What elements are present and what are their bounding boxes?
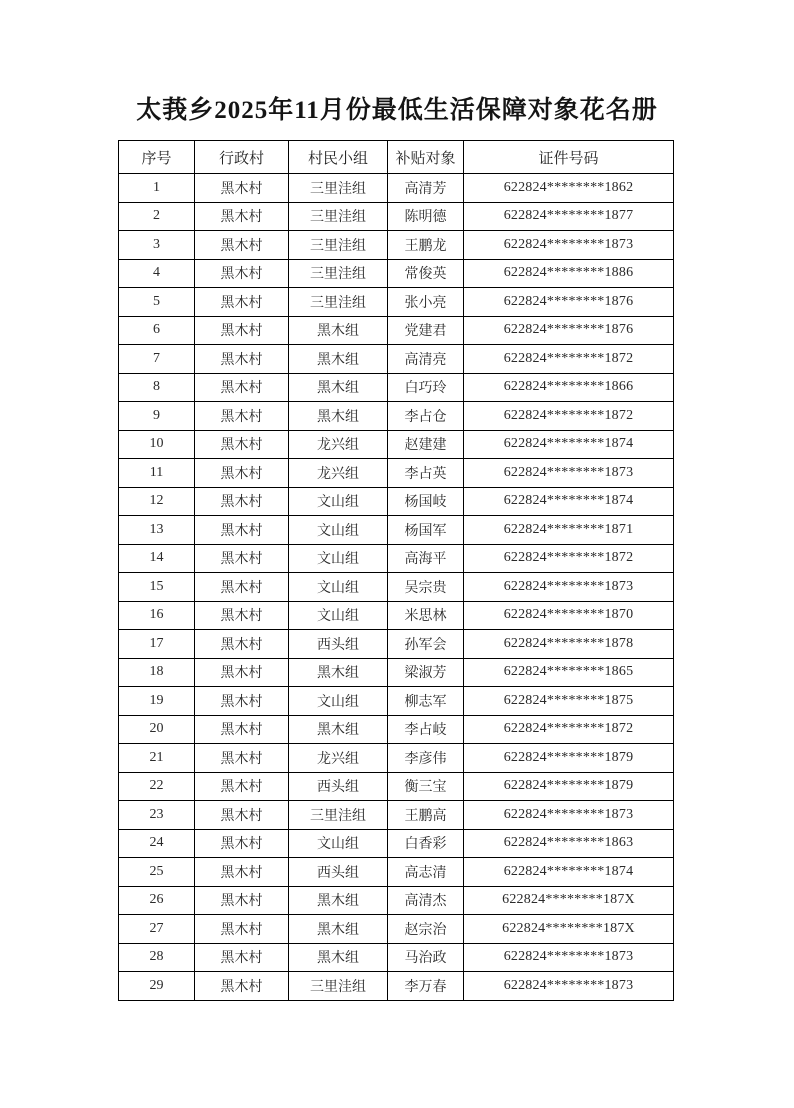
cell-recipient: 高清杰 — [388, 886, 464, 915]
table-row — [119, 658, 674, 687]
cell-village: 黑木村 — [195, 259, 289, 288]
cell-recipient: 张小亮 — [388, 288, 464, 317]
cell-village: 黑木村 — [195, 658, 289, 687]
cell-group: 西头组 — [289, 630, 388, 659]
cell-index: 10 — [119, 430, 195, 459]
table-row — [119, 288, 674, 317]
cell-village: 黑木村 — [195, 573, 289, 602]
cell-recipient: 白香彩 — [388, 829, 464, 858]
cell-id-number: 622824********1873 — [464, 943, 674, 972]
cell-recipient: 马治政 — [388, 943, 464, 972]
cell-village: 黑木村 — [195, 288, 289, 317]
cell-group: 三里洼组 — [289, 288, 388, 317]
cell-group: 黑木组 — [289, 402, 388, 431]
table-row — [119, 373, 674, 402]
header-row — [119, 141, 674, 174]
cell-recipient: 常俊英 — [388, 259, 464, 288]
cell-recipient: 李彦伟 — [388, 744, 464, 773]
cell-village: 黑木村 — [195, 801, 289, 830]
table-row — [119, 402, 674, 431]
cell-index: 20 — [119, 715, 195, 744]
cell-id-number: 622824********1863 — [464, 829, 674, 858]
cell-index: 2 — [119, 202, 195, 231]
cell-id-number: 622824********1872 — [464, 345, 674, 374]
cell-recipient: 杨国岐 — [388, 487, 464, 516]
cell-village: 黑木村 — [195, 886, 289, 915]
cell-recipient: 王鹏高 — [388, 801, 464, 830]
table-row — [119, 487, 674, 516]
cell-id-number: 622824********1879 — [464, 772, 674, 801]
table-row — [119, 231, 674, 260]
cell-id-number: 622824********187X — [464, 915, 674, 944]
cell-village: 黑木村 — [195, 402, 289, 431]
cell-recipient: 李占岐 — [388, 715, 464, 744]
cell-id-number: 622824********1862 — [464, 174, 674, 203]
cell-index: 23 — [119, 801, 195, 830]
header-village: 行政村 — [195, 141, 289, 174]
cell-id-number: 622824********1865 — [464, 658, 674, 687]
cell-id-number: 622824********1873 — [464, 972, 674, 1001]
roster-table-body — [119, 174, 674, 1001]
cell-id-number: 622824********1872 — [464, 402, 674, 431]
cell-id-number: 622824********1879 — [464, 744, 674, 773]
cell-recipient: 李占仓 — [388, 402, 464, 431]
table-row — [119, 259, 674, 288]
cell-recipient: 赵建建 — [388, 430, 464, 459]
cell-group: 三里洼组 — [289, 174, 388, 203]
cell-recipient: 李占英 — [388, 459, 464, 488]
cell-recipient: 高志清 — [388, 858, 464, 887]
cell-village: 黑木村 — [195, 943, 289, 972]
cell-group: 文山组 — [289, 544, 388, 573]
cell-group: 西头组 — [289, 772, 388, 801]
cell-id-number: 622824********1876 — [464, 316, 674, 345]
table-row — [119, 772, 674, 801]
cell-id-number: 622824********1873 — [464, 231, 674, 260]
cell-id-number: 622824********1873 — [464, 459, 674, 488]
cell-index: 14 — [119, 544, 195, 573]
cell-village: 黑木村 — [195, 601, 289, 630]
cell-group: 文山组 — [289, 516, 388, 545]
cell-index: 8 — [119, 373, 195, 402]
cell-village: 黑木村 — [195, 744, 289, 773]
cell-recipient: 杨国军 — [388, 516, 464, 545]
cell-index: 5 — [119, 288, 195, 317]
cell-id-number: 622824********1872 — [464, 544, 674, 573]
cell-recipient: 吴宗贵 — [388, 573, 464, 602]
page-title: 太莪乡2025年11月份最低生活保障对象花名册 — [136, 97, 658, 124]
cell-index: 27 — [119, 915, 195, 944]
cell-village: 黑木村 — [195, 430, 289, 459]
cell-recipient: 衡三宝 — [388, 772, 464, 801]
cell-group: 西头组 — [289, 858, 388, 887]
cell-id-number: 622824********1874 — [464, 487, 674, 516]
cell-recipient: 李万春 — [388, 972, 464, 1001]
table-row — [119, 345, 674, 374]
cell-village: 黑木村 — [195, 772, 289, 801]
cell-index: 12 — [119, 487, 195, 516]
cell-village: 黑木村 — [195, 915, 289, 944]
cell-id-number: 622824********1878 — [464, 630, 674, 659]
cell-village: 黑木村 — [195, 202, 289, 231]
table-row — [119, 516, 674, 545]
header-index: 序号 — [119, 141, 195, 174]
cell-id-number: 622824********187X — [464, 886, 674, 915]
cell-id-number: 622824********1870 — [464, 601, 674, 630]
cell-group: 文山组 — [289, 829, 388, 858]
cell-id-number: 622824********1875 — [464, 687, 674, 716]
cell-village: 黑木村 — [195, 459, 289, 488]
cell-index: 3 — [119, 231, 195, 260]
cell-group: 三里洼组 — [289, 231, 388, 260]
cell-index: 13 — [119, 516, 195, 545]
cell-village: 黑木村 — [195, 858, 289, 887]
table-row — [119, 174, 674, 203]
cell-group: 黑木组 — [289, 658, 388, 687]
cell-id-number: 622824********1872 — [464, 715, 674, 744]
cell-index: 4 — [119, 259, 195, 288]
cell-group: 三里洼组 — [289, 202, 388, 231]
header-recipient: 补贴对象 — [388, 141, 464, 174]
cell-group: 龙兴组 — [289, 459, 388, 488]
header-group: 村民小组 — [289, 141, 388, 174]
cell-village: 黑木村 — [195, 544, 289, 573]
table-row — [119, 915, 674, 944]
cell-village: 黑木村 — [195, 715, 289, 744]
cell-group: 黑木组 — [289, 316, 388, 345]
cell-index: 24 — [119, 829, 195, 858]
cell-group: 文山组 — [289, 687, 388, 716]
cell-index: 16 — [119, 601, 195, 630]
cell-index: 17 — [119, 630, 195, 659]
cell-group: 黑木组 — [289, 943, 388, 972]
cell-id-number: 622824********1876 — [464, 288, 674, 317]
cell-group: 黑木组 — [289, 373, 388, 402]
cell-group: 黑木组 — [289, 345, 388, 374]
cell-village: 黑木村 — [195, 516, 289, 545]
table-row — [119, 630, 674, 659]
cell-id-number: 622824********1873 — [464, 801, 674, 830]
cell-recipient: 白巧玲 — [388, 373, 464, 402]
cell-index: 29 — [119, 972, 195, 1001]
cell-index: 26 — [119, 886, 195, 915]
cell-group: 黑木组 — [289, 886, 388, 915]
cell-index: 18 — [119, 658, 195, 687]
cell-id-number: 622824********1871 — [464, 516, 674, 545]
cell-recipient: 赵宗治 — [388, 915, 464, 944]
table-row — [119, 744, 674, 773]
cell-index: 25 — [119, 858, 195, 887]
table-row — [119, 202, 674, 231]
cell-id-number: 622824********1877 — [464, 202, 674, 231]
cell-village: 黑木村 — [195, 231, 289, 260]
roster-table-header — [119, 141, 674, 174]
cell-village: 黑木村 — [195, 630, 289, 659]
table-row — [119, 943, 674, 972]
table-row — [119, 544, 674, 573]
table-row — [119, 459, 674, 488]
cell-village: 黑木村 — [195, 174, 289, 203]
cell-recipient: 柳志军 — [388, 687, 464, 716]
cell-village: 黑木村 — [195, 316, 289, 345]
cell-index: 15 — [119, 573, 195, 602]
cell-group: 三里洼组 — [289, 259, 388, 288]
cell-index: 7 — [119, 345, 195, 374]
cell-village: 黑木村 — [195, 487, 289, 516]
cell-group: 文山组 — [289, 487, 388, 516]
cell-group: 龙兴组 — [289, 744, 388, 773]
cell-recipient: 梁淑芳 — [388, 658, 464, 687]
table-row — [119, 886, 674, 915]
cell-village: 黑木村 — [195, 373, 289, 402]
table-row — [119, 601, 674, 630]
cell-recipient: 陈明德 — [388, 202, 464, 231]
cell-id-number: 622824********1866 — [464, 373, 674, 402]
table-row — [119, 972, 674, 1001]
cell-index: 21 — [119, 744, 195, 773]
cell-village: 黑木村 — [195, 972, 289, 1001]
header-id-number: 证件号码 — [464, 141, 674, 174]
table-row — [119, 858, 674, 887]
cell-group: 黑木组 — [289, 915, 388, 944]
cell-group: 三里洼组 — [289, 972, 388, 1001]
cell-village: 黑木村 — [195, 687, 289, 716]
cell-recipient: 米思林 — [388, 601, 464, 630]
table-row — [119, 687, 674, 716]
table-row — [119, 430, 674, 459]
table-row — [119, 715, 674, 744]
cell-id-number: 622824********1873 — [464, 573, 674, 602]
roster-table — [118, 140, 674, 1001]
table-row — [119, 829, 674, 858]
table-row — [119, 316, 674, 345]
table-row — [119, 801, 674, 830]
cell-recipient: 高海平 — [388, 544, 464, 573]
table-row — [119, 573, 674, 602]
cell-group: 黑木组 — [289, 715, 388, 744]
cell-index: 11 — [119, 459, 195, 488]
cell-group: 文山组 — [289, 573, 388, 602]
cell-index: 19 — [119, 687, 195, 716]
cell-index: 6 — [119, 316, 195, 345]
cell-recipient: 党建君 — [388, 316, 464, 345]
cell-index: 1 — [119, 174, 195, 203]
cell-village: 黑木村 — [195, 829, 289, 858]
cell-recipient: 孙军会 — [388, 630, 464, 659]
cell-village: 黑木村 — [195, 345, 289, 374]
cell-id-number: 622824********1886 — [464, 259, 674, 288]
cell-recipient: 王鹏龙 — [388, 231, 464, 260]
cell-group: 龙兴组 — [289, 430, 388, 459]
cell-index: 28 — [119, 943, 195, 972]
cell-id-number: 622824********1874 — [464, 858, 674, 887]
cell-id-number: 622824********1874 — [464, 430, 674, 459]
cell-index: 9 — [119, 402, 195, 431]
cell-recipient: 高清亮 — [388, 345, 464, 374]
cell-recipient: 高清芳 — [388, 174, 464, 203]
cell-group: 三里洼组 — [289, 801, 388, 830]
cell-group: 文山组 — [289, 601, 388, 630]
cell-index: 22 — [119, 772, 195, 801]
